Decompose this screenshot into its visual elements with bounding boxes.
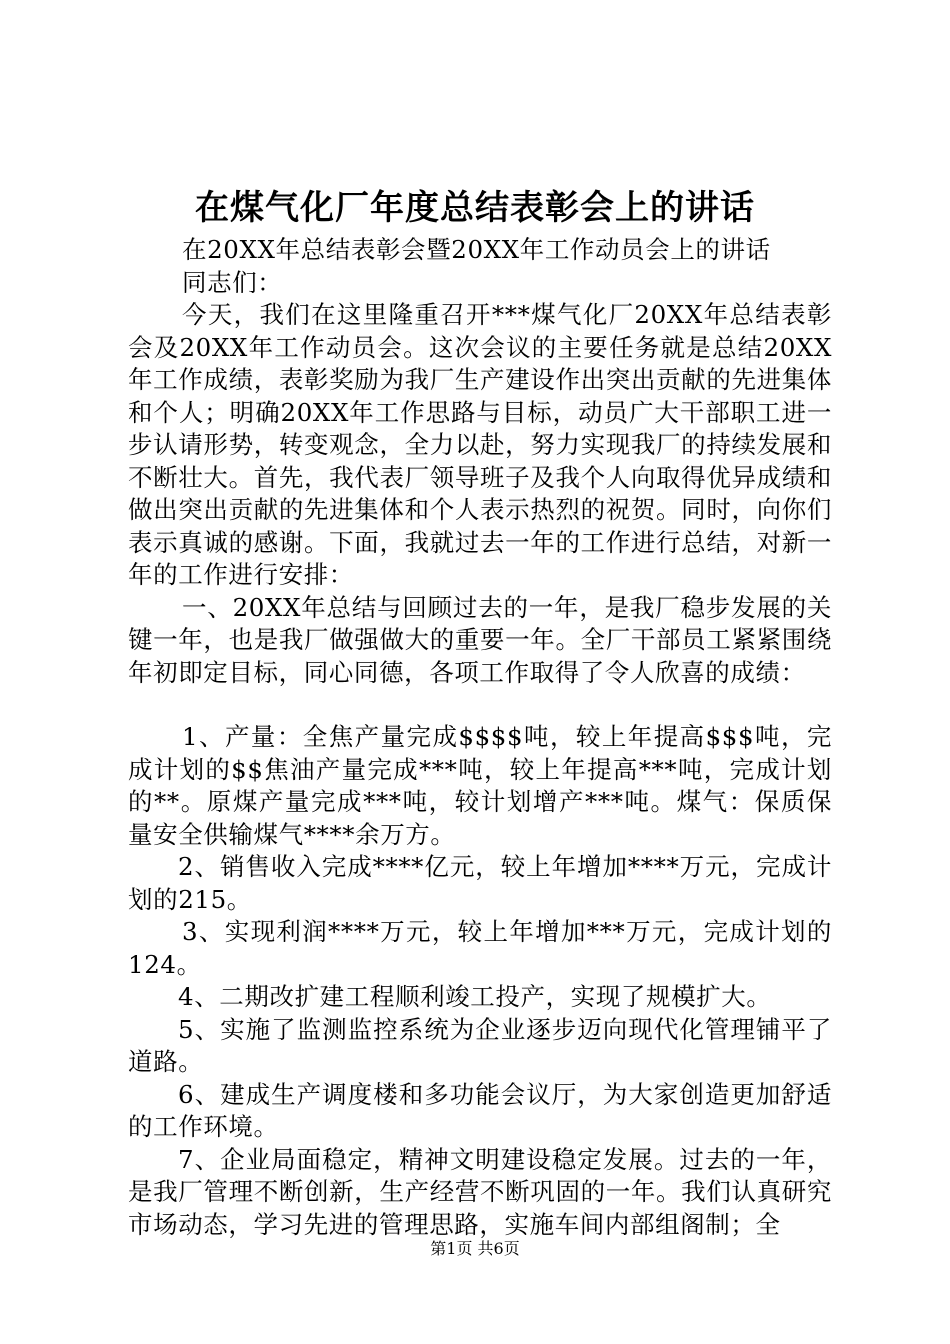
list-item: 7、企业局面稳定，精神文明建设稳定发展。过去的一年，是我厂管理不断创新，生产经营不断巩固的一年。我们认真研究市场动态，学习先进的管理思路，实施车间内部组阁制；全 bbox=[128, 1144, 832, 1239]
paragraph-spacer bbox=[128, 689, 832, 721]
paragraph-section-one: 一、20XX年总结与回顾过去的一年，是我厂稳步发展的关键一年，也是我厂做强做大的重要一年。全厂干部员工紧紧围绕年初即定目标，同心同德，各项工作取得了令人欣喜的成绩： bbox=[128, 592, 832, 687]
list-item: 6、建成生产调度楼和多功能会议厅，为大家创造更加舒适的工作环境。 bbox=[128, 1079, 832, 1141]
list-item: 2、销售收入完成****亿元，较上年增加****万元，完成计划的215。 bbox=[128, 852, 832, 914]
salutation: 同志们： bbox=[182, 267, 283, 297]
document-body bbox=[128, 234, 832, 1241]
list-item: 4、二期改扩建工程顺利竣工投产，实现了规模扩大。 bbox=[178, 982, 772, 1011]
list-item: 3、实现利润****万元，较上年增加***万元，完成计划的124。 bbox=[128, 917, 832, 979]
page-number-footer: 第1页 共6页 bbox=[430, 1239, 520, 1258]
paragraph-opening: 今天，我们在这里隆重召开***煤气化厂20XX年总结表彰会及20XX年工作动员会。这次会议的主要任务就是总结20XX年工作成绩，表彰奖励为我厂生产建设作出突出贡献的先进集体和个人；明确20XX年工作思路与目标，动员广大干部职工进一步认请形势，转变观念，全力以赴，努力实现我厂的持续发展和不断壮大。首先，我代表厂领导班子及我个人向取得优异成绩和做出突出贡献的先进集体和个人表示热烈的祝贺。同时，向你们表示真诚的感谢。下面，我就过去一年的工作进行总结，对新一年的工作进行安排： bbox=[128, 300, 832, 589]
document-title: 在煤气化厂年度总结表彰会上的讲话 bbox=[195, 188, 755, 228]
subtitle-line: 在20XX年总结表彰会暨20XX年工作动员会上的讲话 bbox=[182, 235, 771, 264]
list-item: 5、实施了监测监控系统为企业逐步迈向现代化管理铺平了道路。 bbox=[128, 1014, 832, 1076]
list-item: 1、产量：全焦产量完成$$$$吨，较上年提高$$$吨，完成计划的$$焦油产量完成***吨，较上年提高***吨，完成计划的**。原煤产量完成***吨，较计划增产***吨。煤气：保质保量安全供输煤气****余万方。 bbox=[128, 722, 832, 849]
